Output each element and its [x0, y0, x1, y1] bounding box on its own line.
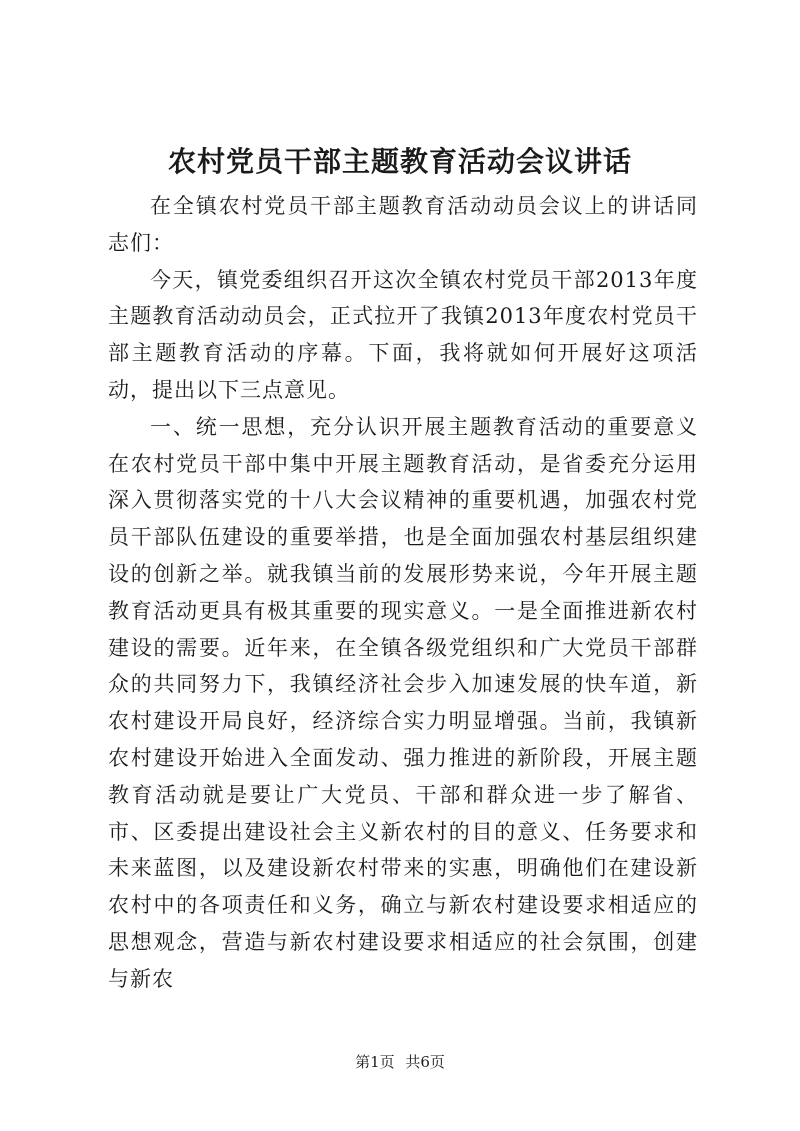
paragraph-section-one: 一、统一思想，充分认识开展主题教育活动的重要意义在农村党员干部中集中开展主题教育活动，是省委充分运用深入贯彻落实党的十八大会议精神的重要机遇，加强农村党员干部队伍建设的重要举措，也是全面加强农村基层组织建设的创新之举。就我镇当前的发展形势来说，今年开展主题教育活动更具有极其重要的现实意义。一是全面推进新农村建设的需要。近年来，在全镇各级党组织和广大党员干部群众的共同努力下，我镇经济社会步入加速发展的快车道，新农村建设开局良好，经济综合实力明显增强。当前，我镇新农村建设开始进入全面发动、强力推进的新阶段，开展主题教育活动就是要让广大党员、干部和群众进一步了解省、市、区委提出建设社会主义新农村的目的意义、任务要求和未来蓝图，以及建设新农村带来的实惠，明确他们在建设新农村中的各项责任和义务，确立与新农村建设要求相适应的思想观念，营造与新农村建设要求相适应的社会氛围，创建与新农: [108, 414, 698, 991]
page-number: 第1页: [355, 1053, 395, 1071]
document-body: [108, 188, 698, 998]
page-footer: [0, 1052, 800, 1072]
paragraph-intro: 今天，镇党委组织召开这次全镇农村党员干部2013年度主题教育活动动员会，正式拉开了我镇2013年度农村党员干部主题教育活动的序幕。下面，我将就如何开展好这项活动，提出以下三点意见。: [108, 267, 698, 402]
document-title: 农村党员干部主题教育活动会议讲话: [167, 145, 632, 178]
page-total: 共6页: [405, 1053, 445, 1071]
paragraph-salutation: 在全镇农村党员干部主题教育活动动员会议上的讲话同志们：: [108, 194, 698, 255]
